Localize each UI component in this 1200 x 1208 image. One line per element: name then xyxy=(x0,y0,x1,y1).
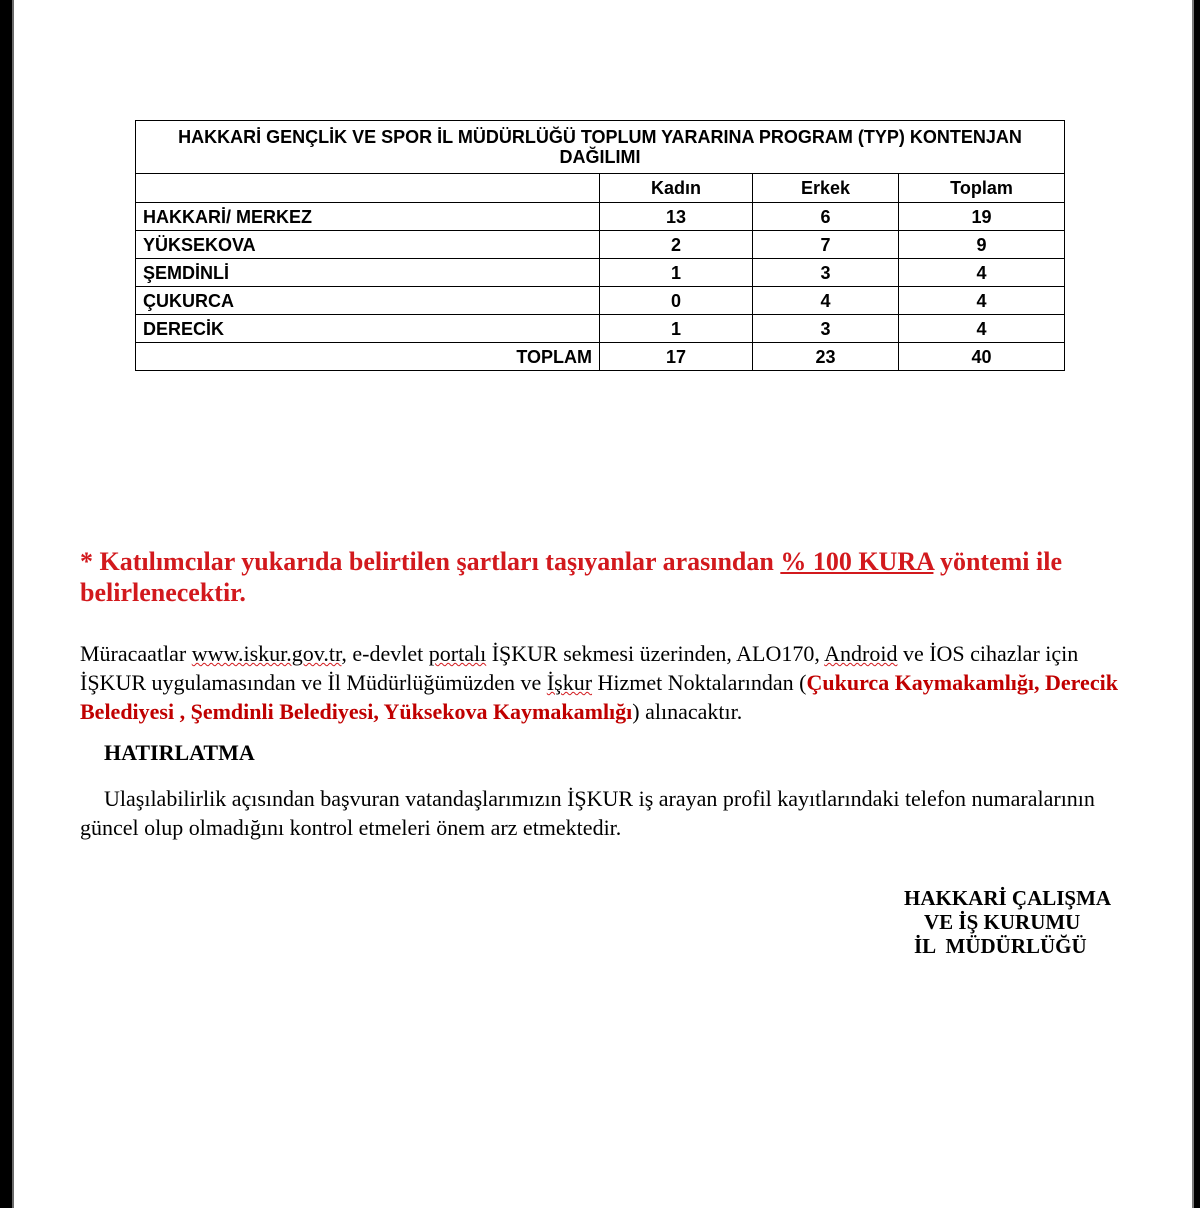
row-kadin: 0 xyxy=(600,287,753,315)
total-kadin: 17 xyxy=(600,343,753,371)
iskur-word: İşkur xyxy=(546,670,593,695)
row-name: YÜKSEKOVA xyxy=(136,231,600,259)
row-toplam: 9 xyxy=(899,231,1065,259)
row-name: ŞEMDİNLİ xyxy=(136,259,600,287)
table-title: HAKKARİ GENÇLİK VE SPOR İL MÜDÜRLÜĞÜ TOPLUM YARARINA PROGRAM (TYP) KONTENJAN DAĞILIMI xyxy=(136,121,1065,174)
row-toplam: 4 xyxy=(899,259,1065,287)
app-text-6: ) alınacaktır. xyxy=(632,699,743,724)
scan-border-left xyxy=(0,0,12,1208)
table-header-row xyxy=(136,174,1065,203)
scan-border-right xyxy=(1194,0,1200,1208)
signature-line-3: İL MÜDÜRLÜĞÜ xyxy=(914,934,1087,958)
app-text-4: ve İOS cihazlar için İŞKUR uygulamasından ve İl Müdürlüğümüzden ve xyxy=(80,641,1079,695)
row-erkek: 4 xyxy=(753,287,899,315)
application-locations: Çukurca Kaymakamlığı, Derecik Belediyesi , Şemdinli Belediyesi, Yüksekova Kaymakamlığı xyxy=(80,670,1118,724)
row-name: HAKKARİ/ MERKEZ xyxy=(136,203,600,231)
note-prefix: * Katılımcılar yukarıda belirtilen şartları taşıyanlar arasından xyxy=(80,547,781,576)
app-text-2: , e-devlet xyxy=(341,641,429,666)
total-toplam: 40 xyxy=(899,343,1065,371)
row-toplam: 4 xyxy=(899,315,1065,343)
table-row xyxy=(136,231,1065,259)
scan-border-right-inner xyxy=(1192,0,1194,1208)
header-empty xyxy=(136,174,600,203)
signature-line-2: VE İŞ KURUMU xyxy=(924,910,1081,934)
application-paragraph xyxy=(80,639,1120,726)
row-name: ÇUKURCA xyxy=(136,287,600,315)
quota-table xyxy=(135,120,1065,371)
table-title-row xyxy=(136,121,1065,174)
table-total-row xyxy=(136,343,1065,371)
total-label: TOPLAM xyxy=(136,343,600,371)
row-toplam: 19 xyxy=(899,203,1065,231)
signature-line-1: HAKKARİ ÇALIŞMA xyxy=(904,886,1112,910)
app-text-5: Hizmet Noktalarından ( xyxy=(592,670,807,695)
lottery-note xyxy=(80,546,1125,608)
header-toplam: Toplam xyxy=(899,174,1065,203)
android-word: Android xyxy=(824,641,898,666)
website-link[interactable]: www.iskur.gov.tr xyxy=(191,641,342,666)
row-erkek: 3 xyxy=(753,259,899,287)
row-erkek: 6 xyxy=(753,203,899,231)
scan-border-left-inner xyxy=(12,0,14,1208)
row-erkek: 7 xyxy=(753,231,899,259)
row-erkek: 3 xyxy=(753,315,899,343)
note-suffix: yöntemi ile belirlenecektir. xyxy=(80,547,1062,607)
row-kadin: 1 xyxy=(600,259,753,287)
app-text-1: Müracaatlar xyxy=(80,641,192,666)
table-row xyxy=(136,315,1065,343)
total-erkek: 23 xyxy=(753,343,899,371)
header-erkek: Erkek xyxy=(753,174,899,203)
signature-block xyxy=(870,886,1170,958)
reminder-text: Ulaşılabilirlik açısından başvuran vatandaşlarımızın İŞKUR iş arayan profil kayıtlarındaki telefon numaralarının güncel olup olmadığını kontrol etmeleri önem arz etmektedir. xyxy=(80,786,1095,840)
row-name: DERECİK xyxy=(136,315,600,343)
note-underlined: % 100 KURA xyxy=(780,547,934,576)
table-row xyxy=(136,203,1065,231)
app-text-3: İŞKUR sekmesi üzerinden, ALO170, xyxy=(486,641,825,666)
portal-word: portalı xyxy=(428,641,487,666)
header-kadin: Kadın xyxy=(600,174,753,203)
reminder-heading: HATIRLATMA xyxy=(104,740,255,765)
table-row xyxy=(136,259,1065,287)
row-kadin: 13 xyxy=(600,203,753,231)
row-kadin: 2 xyxy=(600,231,753,259)
row-toplam: 4 xyxy=(899,287,1065,315)
row-kadin: 1 xyxy=(600,315,753,343)
table-row xyxy=(136,287,1065,315)
